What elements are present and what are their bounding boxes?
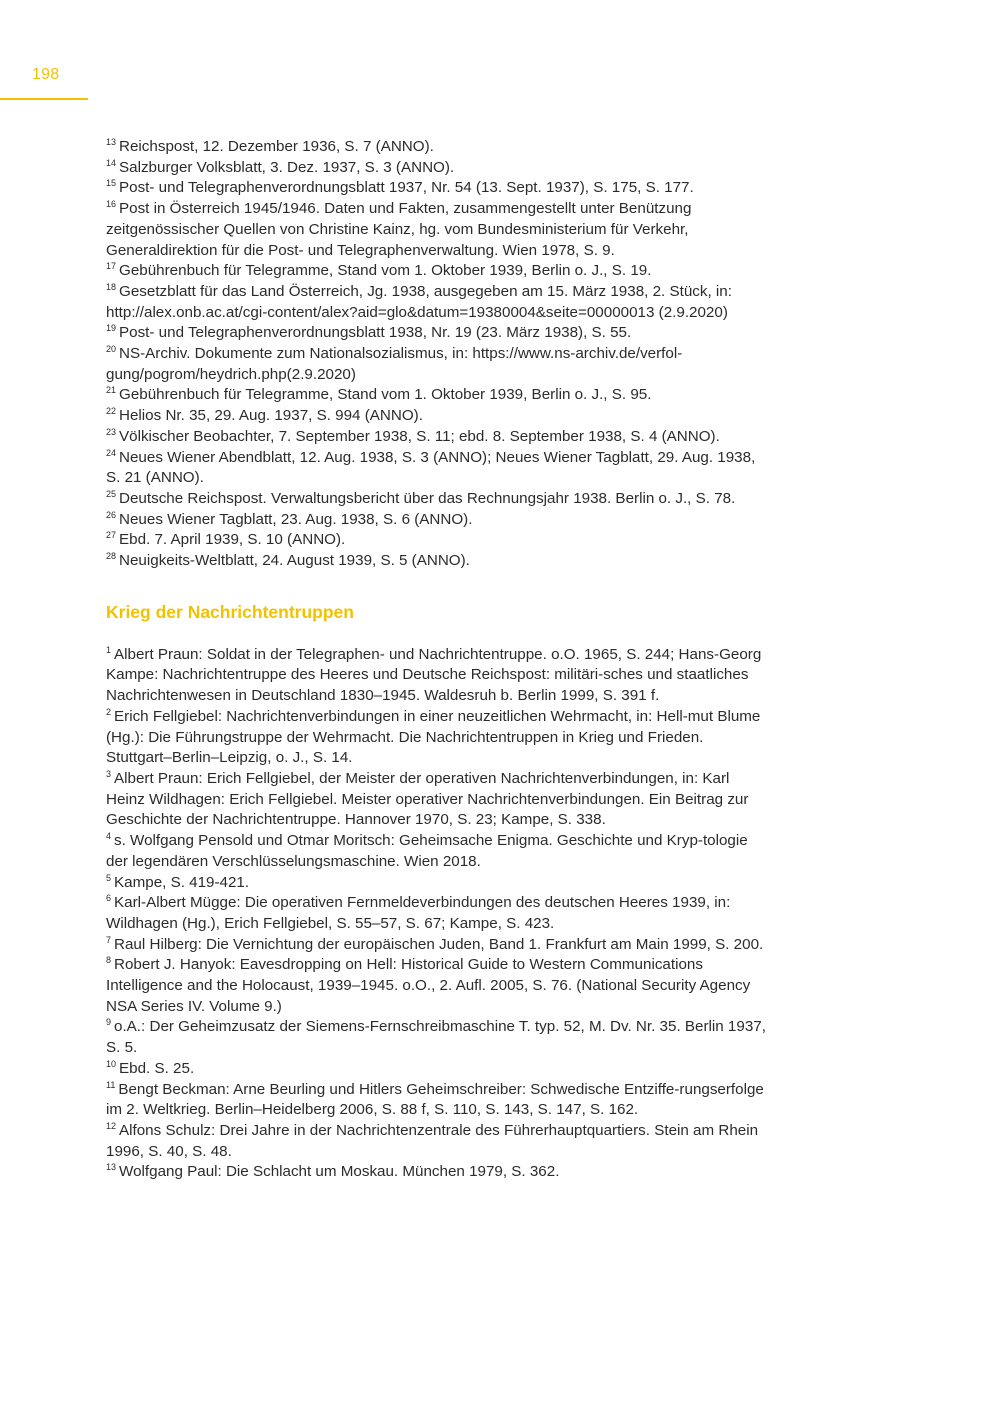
footnote bbox=[106, 935, 771, 956]
page-number-rule bbox=[0, 98, 88, 100]
footnote-text: Gesetzblatt für das Land Österreich, Jg. 1938, ausgegeben am 15. März 1938, 2. Stück, in: http://alex.onb.ac.at/cgi-content/alex?aid=glo&datum=19380004&seite=00000013 (2.9.2020) bbox=[106, 282, 732, 321]
section-heading: Krieg der Nachrichtentruppen bbox=[106, 601, 354, 622]
footnote-text: Albert Praun: Erich Fellgiebel, der Meister der operativen Nachrichtenverbindungen, in: Karl Heinz Wildhagen: Erich Fellgiebel. Meister operativer Nachrichtenverbindungen. Ein Beitrag zur Geschichte der Nachrichtentruppe. Hannover 1970, S. 23; Kampe, S. 338. bbox=[106, 769, 749, 829]
footnote bbox=[106, 551, 771, 572]
footnote-text: Bengt Beckman: Arne Beurling und Hitlers Geheimschreiber: Schwedische Entziffe-rungserfolge im 2. Weltkrieg. Berlin–Heidelberg 2006, S. 88 f, S. 110, S. 143, S. 147, S. 162. bbox=[106, 1080, 764, 1119]
footnote-text: Post- und Telegraphenverordnungsblatt 1937, Nr. 54 (13. Sept. 1937), S. 175, S. 177. bbox=[119, 179, 694, 197]
footnote-number: 22 bbox=[106, 406, 117, 417]
footnote-text: Wolfgang Paul: Die Schlacht um Moskau. München 1979, S. 362. bbox=[119, 1163, 560, 1181]
footnote-text: Erich Fellgiebel: Nachrichtenverbindungen in einer neuzeitlichen Wehrmacht, in: Hell-mut Blume (Hg.): Die Führungstruppe der Wehrmacht. Die Nachrichtentruppen in Krieg und Frieden. Stuttgart–Berlin–Leipzig, o. J., S. 14. bbox=[106, 707, 761, 767]
footnote-number: 11 bbox=[106, 1079, 116, 1090]
footnote-text: Völkischer Beobachter, 7. September 1938, S. 11; ebd. 8. September 1938, S. 4 (ANNO). bbox=[119, 427, 720, 445]
footnote-text: Salzburger Volksblatt, 3. Dez. 1937, S. 3 (ANNO). bbox=[119, 158, 455, 176]
footnote bbox=[106, 323, 771, 344]
footnote-text: o.A.: Der Geheimzusatz der Siemens-Fernschreibmaschine T. typ. 52, M. Dv. Nr. 35. Berlin 1937, S. 5. bbox=[106, 1018, 766, 1057]
footnote-number: 4 bbox=[106, 831, 112, 842]
footnote-text: Alfons Schulz: Drei Jahre in der Nachrichtenzentrale des Führerhauptquartiers. Stein am Rhein 1996, S. 40, S. 48. bbox=[106, 1121, 759, 1160]
footnote bbox=[106, 385, 771, 406]
footnote-number: 8 bbox=[106, 955, 112, 966]
footnote-number: 27 bbox=[106, 530, 117, 541]
footnote bbox=[106, 158, 771, 179]
footnote bbox=[106, 707, 771, 769]
footnote-text: Gebührenbuch für Telegramme, Stand vom 1. Oktober 1939, Berlin o. J., S. 95. bbox=[119, 386, 652, 404]
footnote bbox=[106, 489, 771, 510]
footnote bbox=[106, 769, 771, 831]
footnote-text: Neues Wiener Abendblatt, 12. Aug. 1938, S. 3 (ANNO); Neues Wiener Tagblatt, 29. Aug. 1938, S. 21 (ANNO). bbox=[106, 448, 756, 487]
footnote-number: 1 bbox=[106, 644, 112, 655]
footnote-text: Helios Nr. 35, 29. Aug. 1937, S. 994 (ANNO). bbox=[119, 407, 423, 425]
footnote-number: 13 bbox=[106, 137, 117, 147]
footnotes-section bbox=[106, 645, 771, 1183]
footnote bbox=[106, 261, 771, 282]
footnote bbox=[106, 427, 771, 448]
footnotes-top bbox=[106, 137, 771, 572]
footnote-text: Raul Hilberg: Die Vernichtung der europäischen Juden, Band 1. Frankfurt am Main 1999, S. 200. bbox=[114, 935, 764, 953]
footnote bbox=[106, 1162, 771, 1183]
footnote-number: 25 bbox=[106, 488, 117, 499]
footnote-text: Neuigkeits-Weltblatt, 24. August 1939, S. 5 (ANNO). bbox=[119, 552, 470, 570]
footnote-number: 23 bbox=[106, 426, 117, 437]
footnote-text: Post- und Telegraphenverordnungsblatt 1938, Nr. 19 (23. März 1938), S. 55. bbox=[119, 324, 632, 342]
footnote-text: NS-Archiv. Dokumente zum Nationalsozialismus, in: https://www.ns-archiv.de/verfol-gung/pogrom/heydrich.php(2.9.2020) bbox=[106, 345, 683, 383]
footnote bbox=[106, 831, 771, 872]
footnote-text: s. Wolfgang Pensold und Otmar Moritsch: Geheimsache Enigma. Geschichte und Kryp-tologie der legendären Verschlüsselungsmaschine. Wien 2018. bbox=[106, 832, 748, 870]
footnote-text: Ebd. S. 25. bbox=[119, 1059, 195, 1077]
footnote bbox=[106, 137, 771, 158]
footnote-text: Reichspost, 12. Dezember 1936, S. 7 (ANNO). bbox=[119, 138, 434, 155]
footnote-text: Kampe, S. 419-421. bbox=[114, 873, 250, 891]
footnote-number: 5 bbox=[106, 872, 112, 883]
footnote-number: 7 bbox=[106, 934, 112, 945]
footnote bbox=[106, 1121, 771, 1162]
footnote-number: 3 bbox=[106, 768, 112, 779]
footnote-number: 20 bbox=[106, 344, 117, 355]
footnote-number: 15 bbox=[106, 178, 117, 189]
footnote bbox=[106, 448, 771, 489]
footnote bbox=[106, 344, 771, 385]
footnote-number: 24 bbox=[106, 447, 117, 458]
footnote-number: 28 bbox=[106, 551, 117, 562]
footnote bbox=[106, 1059, 771, 1080]
footnote-text: Robert J. Hanyok: Eavesdropping on Hell: Historical Guide to Western Communications Intelligence and the Holocaust, 1939–1945. o.O., 2. Aufl. 2005, S. 76. (National Security Agency NSA Series IV. Volume 9.) bbox=[106, 956, 751, 1015]
footnote-text: Ebd. 7. April 1939, S. 10 (ANNO). bbox=[119, 531, 346, 549]
footnote bbox=[106, 1017, 771, 1058]
footnote-number: 19 bbox=[106, 323, 117, 334]
footnote bbox=[106, 955, 771, 1017]
footnote-text: Karl-Albert Mügge: Die operativen Fernmeldeverbindungen des deutschen Heeres 1939, in: Wildhagen (Hg.), Erich Fellgiebel, S. 55–57, S. 67; Kampe, S. 423. bbox=[106, 894, 731, 932]
footnote-number: 10 bbox=[106, 1058, 117, 1069]
footnote-text: Albert Praun: Soldat in der Telegraphen- und Nachrichtentruppe. o.O. 1965, S. 244; Hans-Georg Kampe: Nachrichtentruppe des Heeres und Deutsche Reichspost: militäri-sches und staatliches Nachrichtenwesen in Deutschland 1830–1945. Waldesruh b. Berlin 1999, S. 391 f. bbox=[106, 645, 762, 705]
footnote-text: Gebührenbuch für Telegramme, Stand vom 1. Oktober 1939, Berlin o. J., S. 19. bbox=[119, 262, 652, 280]
footnote-number: 21 bbox=[106, 385, 117, 396]
page-number: 198 bbox=[32, 66, 60, 83]
footnote bbox=[106, 199, 771, 261]
footnote-text: Post in Österreich 1945/1946. Daten und Fakten, zusammengestellt unter Benützung zeitgenössischer Quellen von Christine Kainz, hg. vom Bundesministerium für Verkehr, Generaldirektion für die Post- und Telegraphenverwaltung. Wien 1978, S. 9. bbox=[106, 200, 692, 259]
footnote bbox=[106, 873, 771, 894]
footnote-text: Neues Wiener Tagblatt, 23. Aug. 1938, S. 6 (ANNO). bbox=[119, 510, 473, 528]
footnote-number: 14 bbox=[106, 157, 117, 168]
footnote bbox=[106, 530, 771, 551]
page-content bbox=[106, 137, 771, 1183]
footnote bbox=[106, 1080, 771, 1121]
footnote bbox=[106, 510, 771, 531]
footnote bbox=[106, 282, 771, 323]
footnote-number: 6 bbox=[106, 893, 112, 904]
footnote bbox=[106, 178, 771, 199]
footnote-number: 16 bbox=[106, 199, 117, 210]
footnote-number: 26 bbox=[106, 509, 117, 520]
footnote-number: 17 bbox=[106, 261, 117, 272]
footnote-number: 18 bbox=[106, 281, 117, 292]
footnote-number: 2 bbox=[106, 706, 112, 717]
footnote-number: 13 bbox=[106, 1162, 117, 1173]
footnote-text: Deutsche Reichspost. Verwaltungsbericht über das Rechnungsjahr 1938. Berlin o. J., S. 78. bbox=[119, 489, 736, 507]
footnote-number: 9 bbox=[106, 1017, 112, 1028]
footnote bbox=[106, 893, 771, 934]
footnote bbox=[106, 645, 771, 707]
footnote-number: 12 bbox=[106, 1120, 117, 1131]
footnote bbox=[106, 406, 771, 427]
